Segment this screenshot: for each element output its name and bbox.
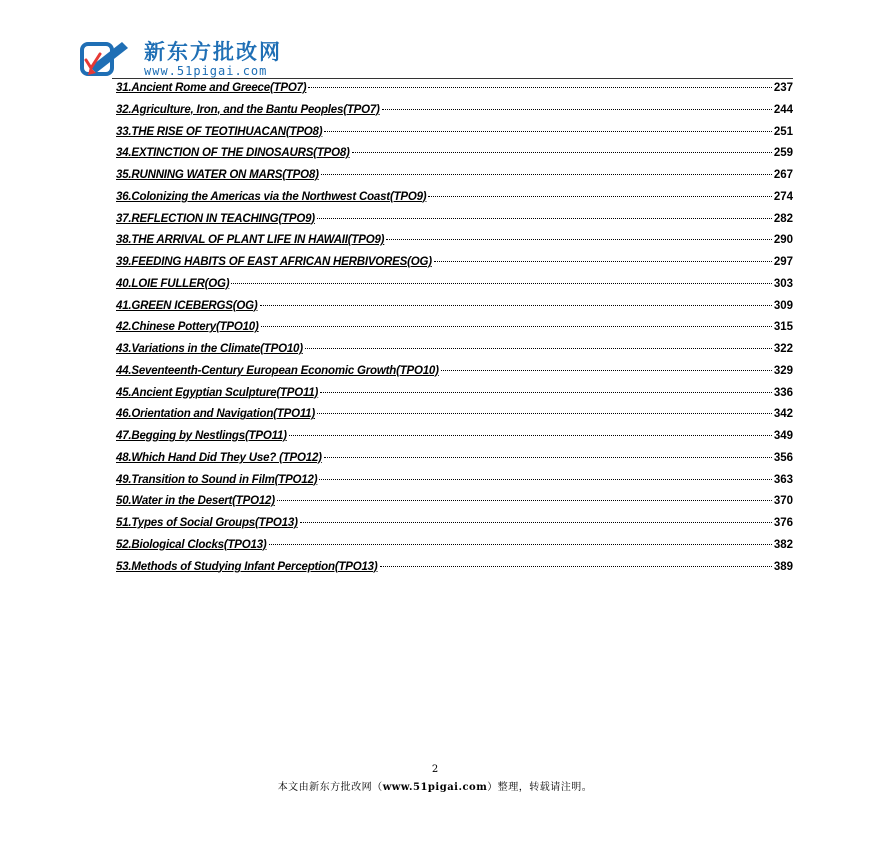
toc-entry-title[interactable]: 35.RUNNING WATER ON MARS(TPO8)	[116, 169, 319, 181]
footer-note-suffix: ）整理，转载请注明。	[487, 782, 593, 793]
toc-entry[interactable]	[116, 274, 793, 296]
toc-leader-dots	[260, 305, 772, 306]
toc-entry[interactable]	[116, 535, 793, 557]
toc-entry-title[interactable]: 45.Ancient Egyptian Sculpture(TPO11)	[116, 386, 319, 399]
toc-entry-title[interactable]: 41.GREEN ICEBERGS(OG)	[116, 299, 258, 312]
toc-entry-page: 389	[773, 560, 793, 573]
toc-entry-page: 259	[773, 147, 793, 160]
toc-leader-dots	[277, 500, 772, 501]
toc-entry-page: 309	[773, 299, 793, 312]
footer-note-url[interactable]: www.51pigai.com	[382, 782, 488, 793]
toc-entry[interactable]	[116, 513, 793, 535]
toc-entry-page: 376	[773, 517, 793, 529]
toc-entry-title[interactable]: 39.FEEDING HABITS OF EAST AFRICAN HERBIVORES(OG)	[116, 256, 432, 268]
toc-entry[interactable]	[116, 100, 793, 122]
toc-entry[interactable]	[116, 209, 793, 231]
toc-entry-page: 237	[773, 82, 793, 94]
toc-entry-page: 315	[773, 321, 793, 334]
toc-leader-dots	[434, 261, 772, 262]
toc-entry-page: 370	[773, 495, 793, 508]
toc-entry-page: 303	[773, 277, 793, 290]
table-of-contents	[116, 78, 793, 578]
toc-leader-dots	[305, 348, 772, 349]
toc-leader-dots	[269, 544, 772, 545]
pencil-check-icon	[78, 40, 136, 80]
footer-note	[0, 778, 870, 793]
toc-entry-page: 342	[773, 408, 793, 421]
toc-entry-title[interactable]: 33.THE RISE OF TEOTIHUACAN(TPO8)	[116, 125, 323, 138]
toc-entry-title[interactable]: 43.Variations in the Climate(TPO10)	[116, 343, 303, 355]
toc-leader-dots	[428, 196, 771, 197]
footer-note-prefix: 本文由新东方批改网（	[277, 782, 383, 793]
toc-entry-page: 267	[773, 169, 793, 181]
toc-entry-title[interactable]: 51.Types of Social Groups(TPO13)	[116, 517, 298, 529]
toc-leader-dots	[317, 413, 772, 414]
toc-entry-page: 244	[773, 103, 793, 116]
toc-entry-title[interactable]: 46.Orientation and Navigation(TPO11)	[116, 408, 315, 421]
toc-leader-dots	[321, 174, 772, 175]
toc-entry[interactable]	[116, 339, 793, 361]
site-logo	[78, 40, 282, 80]
toc-entry-page: 382	[773, 538, 793, 551]
toc-entry-title[interactable]: 31.Ancient Rome and Greece(TPO7)	[116, 82, 307, 94]
toc-entry-page: 322	[773, 343, 793, 355]
toc-leader-dots	[382, 109, 772, 110]
toc-entry-page: 356	[773, 451, 793, 464]
toc-leader-dots	[324, 457, 772, 458]
toc-entry[interactable]	[116, 404, 793, 426]
toc-entry-title[interactable]: 50.Water in the Desert(TPO12)	[116, 495, 275, 508]
toc-entry[interactable]	[116, 448, 793, 470]
toc-entry[interactable]	[116, 187, 793, 209]
toc-leader-dots	[261, 326, 772, 327]
toc-entry[interactable]	[116, 491, 793, 513]
toc-entry-page: 336	[773, 386, 793, 399]
toc-entry-page: 251	[773, 125, 793, 138]
toc-entry[interactable]	[116, 557, 793, 579]
toc-leader-dots	[308, 87, 771, 88]
brand-name: 新东方批改网	[144, 40, 282, 64]
toc-entry-page: 282	[773, 212, 793, 225]
toc-entry[interactable]	[116, 165, 793, 187]
toc-entry[interactable]	[116, 317, 793, 339]
toc-leader-dots	[289, 435, 772, 436]
toc-entry[interactable]	[116, 470, 793, 492]
toc-entry[interactable]	[116, 143, 793, 165]
toc-entry[interactable]	[116, 361, 793, 383]
toc-entry[interactable]	[116, 230, 793, 252]
toc-entry[interactable]	[116, 426, 793, 448]
toc-entry-page: 297	[773, 256, 793, 268]
toc-leader-dots	[441, 370, 772, 371]
toc-leader-dots	[386, 239, 772, 240]
toc-entry-page: 329	[773, 364, 793, 377]
toc-entry-title[interactable]: 32.Agriculture, Iron, and the Bantu Peoples(TPO7)	[116, 103, 380, 116]
toc-entry-title[interactable]: 48.Which Hand Did They Use? (TPO12)	[116, 451, 322, 464]
toc-entry[interactable]	[116, 252, 793, 274]
brand-url: www.51pigai.com	[144, 64, 268, 78]
toc-leader-dots	[300, 522, 772, 523]
toc-entry-title[interactable]: 44.Seventeenth-Century European Economic Growth(TPO10)	[116, 364, 439, 377]
toc-entry[interactable]	[116, 78, 793, 100]
toc-entry-title[interactable]: 49.Transition to Sound in Film(TPO12)	[116, 473, 318, 486]
toc-leader-dots	[380, 566, 772, 567]
page-number: 2	[431, 764, 439, 775]
toc-entry-title[interactable]: 37.REFLECTION IN TEACHING(TPO9)	[116, 212, 315, 225]
toc-entry-title[interactable]: 40.LOIE FULLER(OG)	[116, 277, 230, 290]
toc-entry-title[interactable]: 42.Chinese Pottery(TPO10)	[116, 321, 259, 334]
toc-entry-title[interactable]: 38.THE ARRIVAL OF PLANT LIFE IN HAWAII(TPO9)	[116, 234, 385, 247]
toc-entry-page: 349	[773, 430, 793, 442]
toc-entry-title[interactable]: 34.EXTINCTION OF THE DINOSAURS(TPO8)	[116, 147, 350, 160]
toc-entry-title[interactable]: 53.Methods of Studying Infant Perception(TPO13)	[116, 560, 378, 573]
toc-leader-dots	[319, 479, 771, 480]
toc-entry-title[interactable]: 52.Biological Clocks(TPO13)	[116, 538, 267, 551]
toc-entry[interactable]	[116, 122, 793, 144]
toc-entry[interactable]	[116, 383, 793, 405]
toc-leader-dots	[324, 131, 771, 132]
toc-leader-dots	[317, 218, 772, 219]
toc-entry-page: 290	[773, 234, 793, 247]
toc-entry-title[interactable]: 47.Begging by Nestlings(TPO11)	[116, 430, 287, 442]
toc-leader-dots	[231, 283, 771, 284]
toc-entry[interactable]	[116, 296, 793, 318]
toc-leader-dots	[352, 152, 772, 153]
toc-entry-title[interactable]: 36.Colonizing the Americas via the Northwest Coast(TPO9)	[116, 190, 427, 203]
toc-entry-page: 363	[773, 473, 793, 486]
toc-leader-dots	[320, 392, 772, 393]
toc-entry-page: 274	[773, 190, 793, 203]
